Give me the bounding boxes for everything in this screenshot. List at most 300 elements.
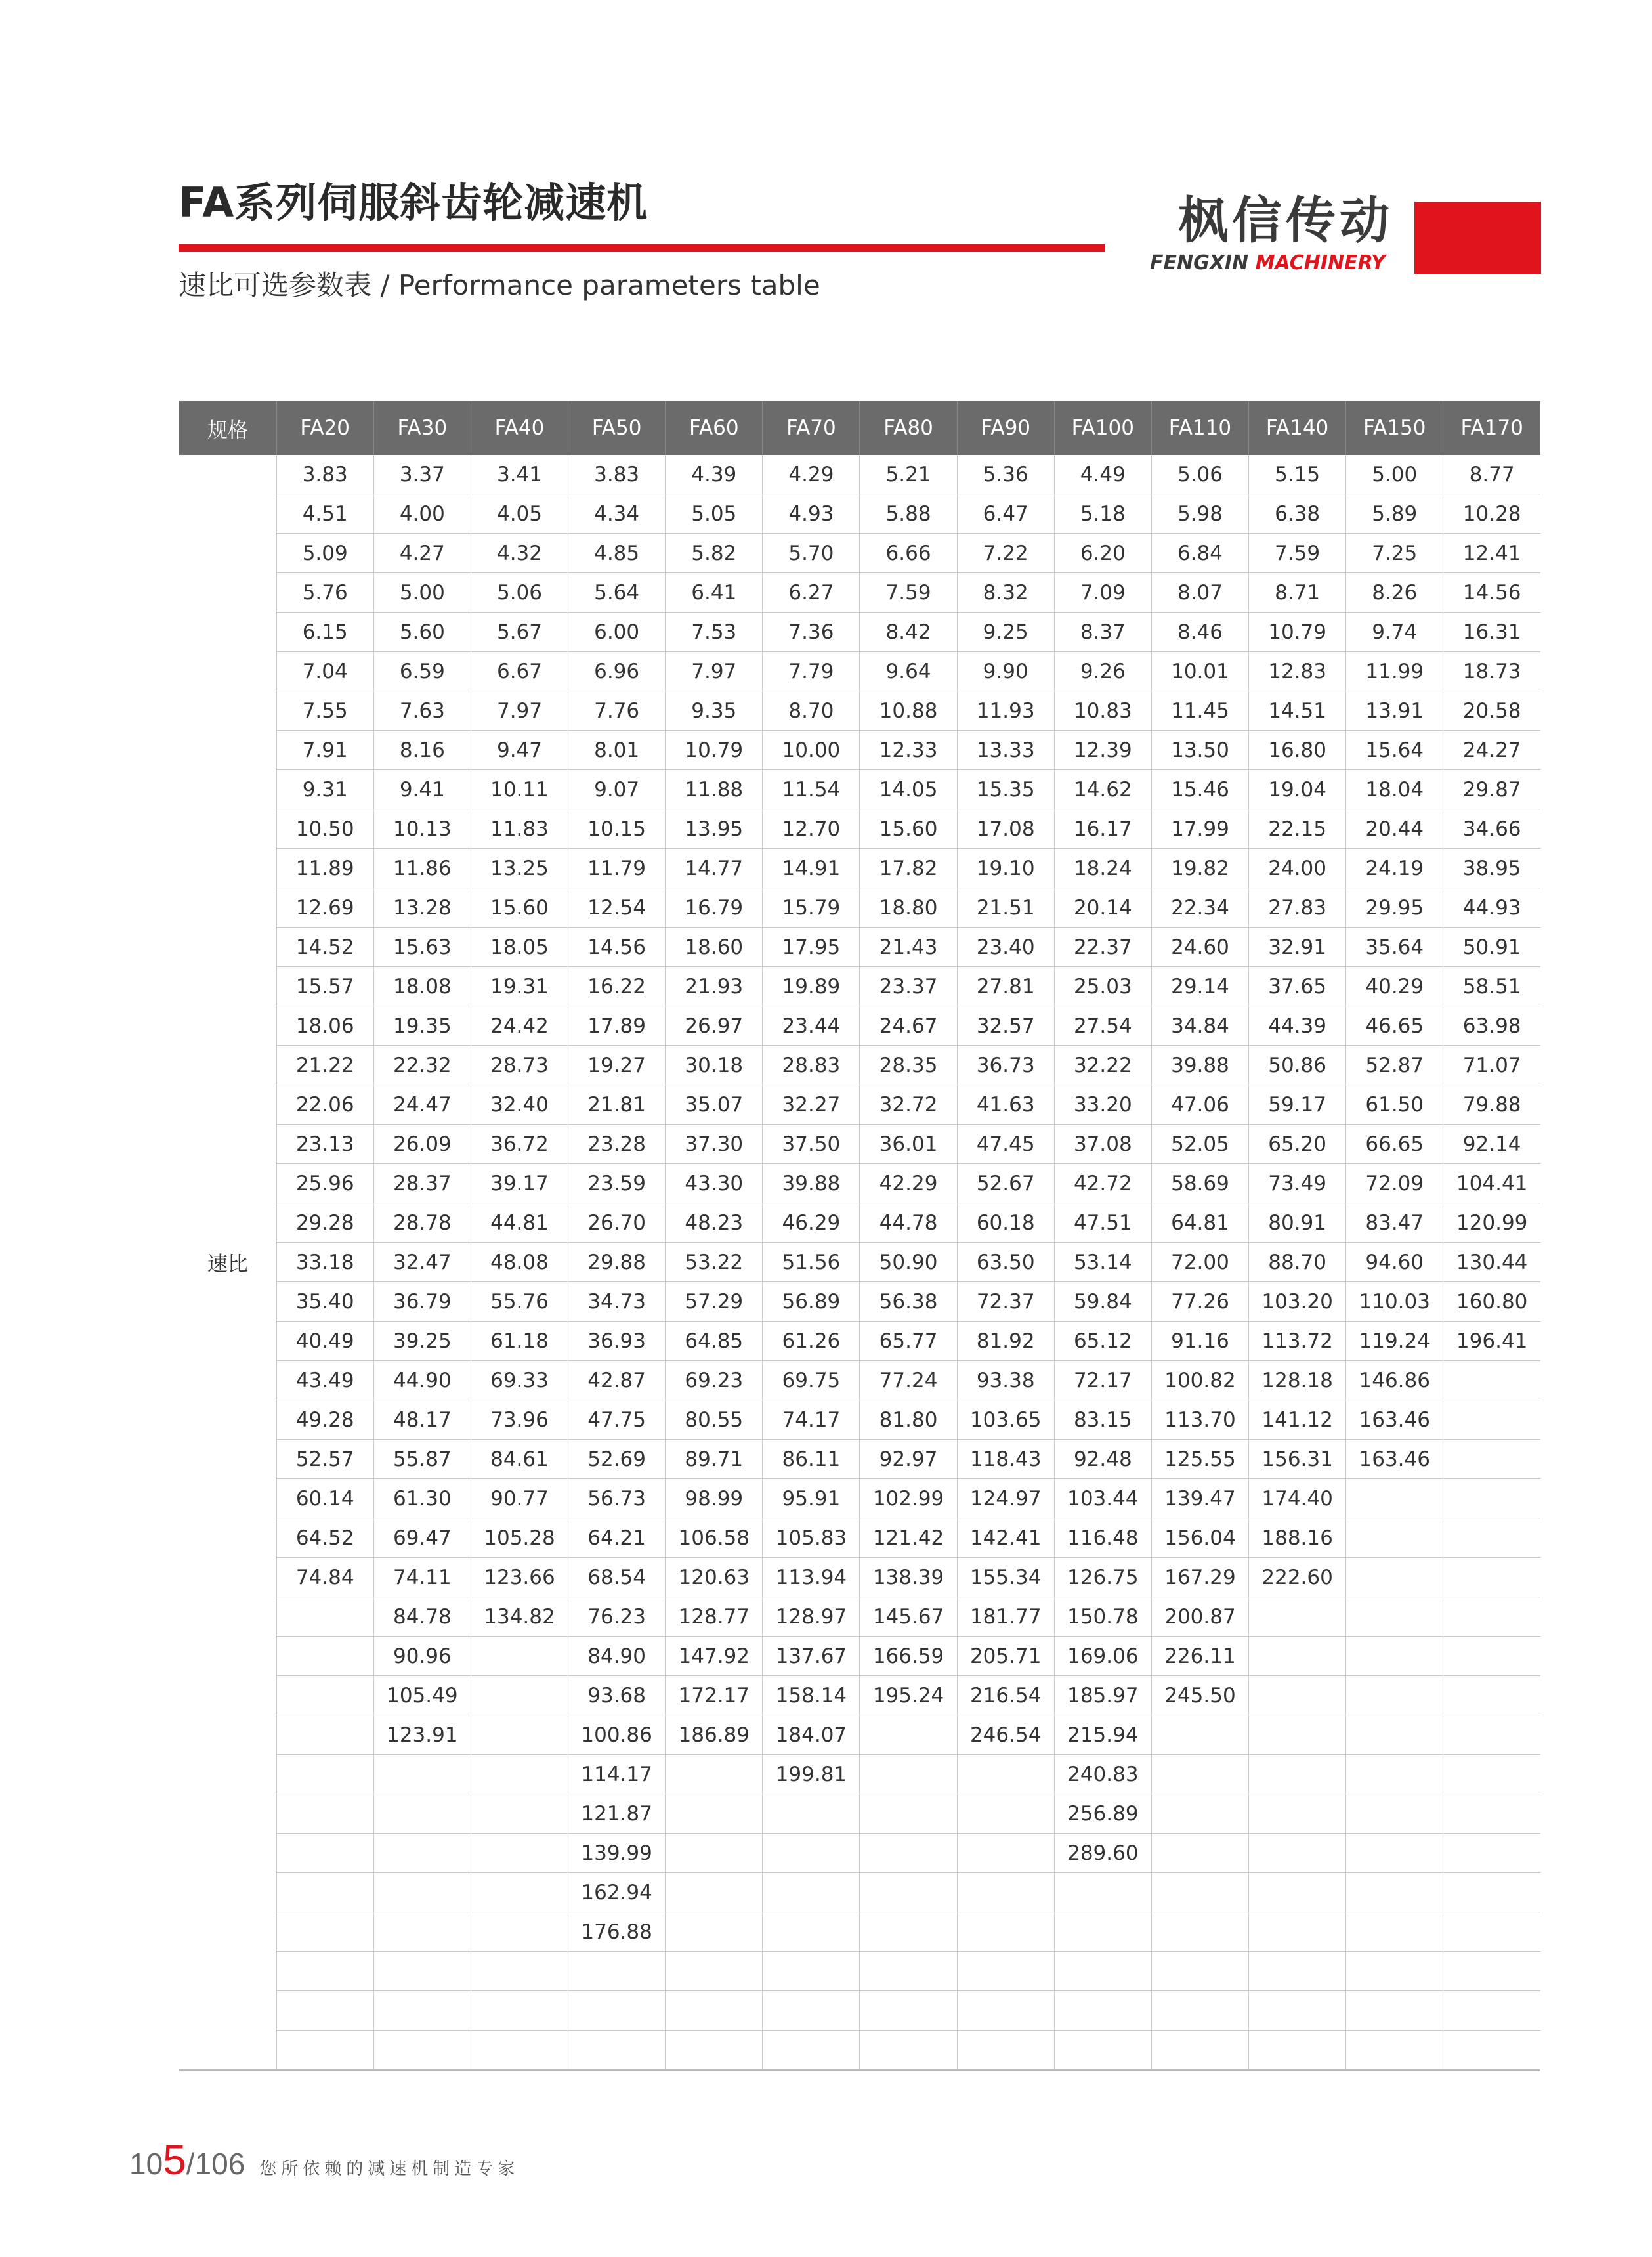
table-cell: 141.12 xyxy=(1249,1400,1346,1440)
table-cell: 44.90 xyxy=(373,1361,471,1400)
table-cell: 15.64 xyxy=(1346,731,1443,770)
table-cell: 53.22 xyxy=(666,1243,763,1282)
table-row xyxy=(179,1912,1540,1952)
table-cell: 5.70 xyxy=(763,534,860,573)
table-cell xyxy=(763,1873,860,1912)
table-cell xyxy=(1443,1834,1540,1873)
table-cell: 23.59 xyxy=(568,1164,666,1203)
table-cell: 18.04 xyxy=(1346,770,1443,809)
table-cell: 52.57 xyxy=(276,1440,373,1479)
table-cell: 240.83 xyxy=(1054,1755,1151,1794)
table-cell: 142.41 xyxy=(957,1518,1054,1558)
table-cell: 23.37 xyxy=(860,967,957,1006)
table-cell: 8.37 xyxy=(1054,613,1151,652)
table-cell: 74.17 xyxy=(763,1400,860,1440)
table-cell: 6.38 xyxy=(1249,494,1346,534)
table-cell: 38.95 xyxy=(1443,849,1540,888)
table-cell: 147.92 xyxy=(666,1637,763,1676)
table-cell: 163.46 xyxy=(1346,1440,1443,1479)
table-cell: 13.95 xyxy=(666,809,763,849)
table-cell: 58.51 xyxy=(1443,967,1540,1006)
table-row xyxy=(179,1282,1540,1322)
table-cell: 36.79 xyxy=(373,1282,471,1322)
table-cell: 8.46 xyxy=(1151,613,1248,652)
table-cell xyxy=(1443,1440,1540,1479)
table-cell xyxy=(1249,1715,1346,1755)
table-cell: 46.29 xyxy=(763,1203,860,1243)
table-cell: 24.27 xyxy=(1443,731,1540,770)
table-cell: 55.76 xyxy=(471,1282,568,1322)
table-cell xyxy=(1346,1912,1443,1952)
table-cell: 92.97 xyxy=(860,1440,957,1479)
table-cell: 10.13 xyxy=(373,809,471,849)
table-cell: 40.49 xyxy=(276,1322,373,1361)
table-cell: 64.52 xyxy=(276,1518,373,1558)
table-cell: 39.88 xyxy=(1151,1046,1248,1085)
table-row xyxy=(179,1952,1540,1991)
table-cell: 19.35 xyxy=(373,1006,471,1046)
spec-header-cell: 规格 xyxy=(179,401,276,455)
table-cell xyxy=(1443,1597,1540,1637)
table-cell: 93.38 xyxy=(957,1361,1054,1400)
table-cell xyxy=(763,1991,860,2031)
table-row xyxy=(179,1676,1540,1715)
table-cell: 124.97 xyxy=(957,1479,1054,1518)
table-cell: 55.87 xyxy=(373,1440,471,1479)
table-cell: 29.28 xyxy=(276,1203,373,1243)
table-cell xyxy=(1151,2031,1248,2071)
table-cell: 176.88 xyxy=(568,1912,666,1952)
table-cell: 6.67 xyxy=(471,652,568,691)
table-cell: 6.59 xyxy=(373,652,471,691)
table-cell: 200.87 xyxy=(1151,1597,1248,1637)
table-row xyxy=(179,1006,1540,1046)
table-cell: 51.56 xyxy=(763,1243,860,1282)
table-cell: 63.98 xyxy=(1443,1006,1540,1046)
table-cell xyxy=(373,1912,471,1952)
table-cell xyxy=(957,1991,1054,2031)
table-cell: 13.33 xyxy=(957,731,1054,770)
table-cell: 120.63 xyxy=(666,1558,763,1597)
table-cell xyxy=(1443,1479,1540,1518)
table-row xyxy=(179,1203,1540,1243)
table-cell: 4.49 xyxy=(1054,455,1151,494)
table-row xyxy=(179,1637,1540,1676)
table-cell: 12.54 xyxy=(568,888,666,928)
table-cell: 5.06 xyxy=(471,573,568,613)
table-cell: 24.67 xyxy=(860,1006,957,1046)
column-header-fa150: FA150 xyxy=(1346,401,1443,455)
table-cell: 83.47 xyxy=(1346,1203,1443,1243)
table-cell: 150.78 xyxy=(1054,1597,1151,1637)
table-cell xyxy=(1054,1991,1151,2031)
table-cell: 92.14 xyxy=(1443,1125,1540,1164)
table-cell: 66.65 xyxy=(1346,1125,1443,1164)
table-cell: 6.27 xyxy=(763,573,860,613)
table-cell: 21.51 xyxy=(957,888,1054,928)
table-cell: 81.80 xyxy=(860,1400,957,1440)
table-row xyxy=(179,1164,1540,1203)
table-cell: 39.25 xyxy=(373,1322,471,1361)
table-cell xyxy=(1443,1400,1540,1440)
table-cell: 18.73 xyxy=(1443,652,1540,691)
table-cell xyxy=(1249,1873,1346,1912)
table-cell: 4.05 xyxy=(471,494,568,534)
table-cell: 43.49 xyxy=(276,1361,373,1400)
table-cell xyxy=(1443,1637,1540,1676)
table-cell xyxy=(471,1912,568,1952)
table-cell xyxy=(1346,1873,1443,1912)
table-cell: 11.93 xyxy=(957,691,1054,731)
table-cell: 14.91 xyxy=(763,849,860,888)
table-cell: 27.54 xyxy=(1054,1006,1151,1046)
table-cell: 18.80 xyxy=(860,888,957,928)
table-cell: 73.49 xyxy=(1249,1164,1346,1203)
table-cell xyxy=(276,1873,373,1912)
table-cell: 44.93 xyxy=(1443,888,1540,928)
table-cell: 50.86 xyxy=(1249,1046,1346,1085)
table-cell: 9.31 xyxy=(276,770,373,809)
table-cell xyxy=(666,1952,763,1991)
table-cell xyxy=(1346,1479,1443,1518)
table-cell xyxy=(957,1952,1054,1991)
table-cell: 44.81 xyxy=(471,1203,568,1243)
table-cell xyxy=(568,1952,666,1991)
table-cell: 47.45 xyxy=(957,1125,1054,1164)
table-cell xyxy=(373,1952,471,1991)
table-cell: 65.20 xyxy=(1249,1125,1346,1164)
page-footer xyxy=(129,2136,520,2183)
table-cell: 13.25 xyxy=(471,849,568,888)
table-cell: 22.34 xyxy=(1151,888,1248,928)
table-cell: 74.11 xyxy=(373,1558,471,1597)
table-cell xyxy=(1443,1952,1540,1991)
table-cell xyxy=(276,1597,373,1637)
table-cell: 102.99 xyxy=(860,1479,957,1518)
table-cell: 22.37 xyxy=(1054,928,1151,967)
table-cell: 5.00 xyxy=(373,573,471,613)
table-cell xyxy=(1346,1755,1443,1794)
table-cell: 84.78 xyxy=(373,1597,471,1637)
brand-en-part-1: FENGXIN xyxy=(1150,251,1249,274)
table-row xyxy=(179,1479,1540,1518)
table-cell: 47.06 xyxy=(1151,1085,1248,1125)
table-cell: 128.97 xyxy=(763,1597,860,1637)
table-cell: 79.88 xyxy=(1443,1085,1540,1125)
table-cell: 21.43 xyxy=(860,928,957,967)
table-cell: 4.34 xyxy=(568,494,666,534)
column-header-fa100: FA100 xyxy=(1054,401,1151,455)
table-cell: 215.94 xyxy=(1054,1715,1151,1755)
table-cell: 17.89 xyxy=(568,1006,666,1046)
table-row xyxy=(179,1597,1540,1637)
table-cell: 5.64 xyxy=(568,573,666,613)
table-cell: 116.48 xyxy=(1054,1518,1151,1558)
table-cell: 10.11 xyxy=(471,770,568,809)
table-cell: 32.22 xyxy=(1054,1046,1151,1085)
brand-name-en xyxy=(1150,253,1386,273)
table-cell xyxy=(666,1755,763,1794)
column-header-fa90: FA90 xyxy=(957,401,1054,455)
table-cell: 32.57 xyxy=(957,1006,1054,1046)
table-cell: 14.62 xyxy=(1054,770,1151,809)
table-cell: 72.00 xyxy=(1151,1243,1248,1282)
table-cell: 8.77 xyxy=(1443,455,1540,494)
table-cell: 16.80 xyxy=(1249,731,1346,770)
table-cell xyxy=(1443,1518,1540,1558)
table-cell: 19.89 xyxy=(763,967,860,1006)
table-cell xyxy=(1151,1834,1248,1873)
table-cell: 186.89 xyxy=(666,1715,763,1755)
table-cell xyxy=(1346,1834,1443,1873)
table-cell: 10.15 xyxy=(568,809,666,849)
table-cell xyxy=(1346,1952,1443,1991)
table-cell: 8.70 xyxy=(763,691,860,731)
table-cell: 36.01 xyxy=(860,1125,957,1164)
table-cell xyxy=(1151,1794,1248,1834)
table-cell: 64.85 xyxy=(666,1322,763,1361)
table-cell: 10.00 xyxy=(763,731,860,770)
table-cell xyxy=(1151,1991,1248,2031)
table-header-row xyxy=(179,401,1540,455)
table-cell: 10.79 xyxy=(1249,613,1346,652)
table-cell: 7.91 xyxy=(276,731,373,770)
table-cell: 13.50 xyxy=(1151,731,1248,770)
table-cell: 37.65 xyxy=(1249,967,1346,1006)
table-cell: 29.87 xyxy=(1443,770,1540,809)
table-cell: 6.41 xyxy=(666,573,763,613)
table-cell: 12.39 xyxy=(1054,731,1151,770)
table-cell: 61.50 xyxy=(1346,1085,1443,1125)
table-cell: 28.78 xyxy=(373,1203,471,1243)
column-header-fa50: FA50 xyxy=(568,401,666,455)
table-cell xyxy=(1443,1755,1540,1794)
table-cell xyxy=(1346,1794,1443,1834)
table-row xyxy=(179,888,1540,928)
table-cell xyxy=(1054,2031,1151,2071)
table-cell: 7.53 xyxy=(666,613,763,652)
table-cell: 15.63 xyxy=(373,928,471,967)
table-cell xyxy=(1443,1558,1540,1597)
table-cell xyxy=(860,2031,957,2071)
table-row xyxy=(179,1834,1540,1873)
table-cell: 63.50 xyxy=(957,1243,1054,1282)
table-cell: 7.04 xyxy=(276,652,373,691)
table-cell: 5.82 xyxy=(666,534,763,573)
table-cell: 50.91 xyxy=(1443,928,1540,967)
table-cell: 15.60 xyxy=(471,888,568,928)
table-cell: 8.26 xyxy=(1346,573,1443,613)
table-cell: 10.88 xyxy=(860,691,957,731)
table-cell: 205.71 xyxy=(957,1637,1054,1676)
table-cell xyxy=(1249,1794,1346,1834)
table-cell: 9.74 xyxy=(1346,613,1443,652)
table-cell: 35.07 xyxy=(666,1085,763,1125)
table-cell: 21.81 xyxy=(568,1085,666,1125)
table-cell: 8.16 xyxy=(373,731,471,770)
table-row xyxy=(179,731,1540,770)
table-cell: 32.27 xyxy=(763,1085,860,1125)
table-cell: 89.71 xyxy=(666,1440,763,1479)
table-cell xyxy=(1443,1361,1540,1400)
table-cell: 16.17 xyxy=(1054,809,1151,849)
table-cell: 113.72 xyxy=(1249,1322,1346,1361)
table-cell: 61.26 xyxy=(763,1322,860,1361)
table-cell: 74.84 xyxy=(276,1558,373,1597)
table-cell xyxy=(276,1755,373,1794)
table-cell: 24.47 xyxy=(373,1085,471,1125)
table-cell: 289.60 xyxy=(1054,1834,1151,1873)
table-cell: 167.29 xyxy=(1151,1558,1248,1597)
table-cell: 32.91 xyxy=(1249,928,1346,967)
table-cell: 172.17 xyxy=(666,1676,763,1715)
table-cell: 12.70 xyxy=(763,809,860,849)
table-cell: 19.82 xyxy=(1151,849,1248,888)
table-cell: 195.24 xyxy=(860,1676,957,1715)
table-cell: 25.03 xyxy=(1054,967,1151,1006)
table-row xyxy=(179,573,1540,613)
table-row xyxy=(179,613,1540,652)
table-cell xyxy=(666,1794,763,1834)
table-cell: 20.14 xyxy=(1054,888,1151,928)
table-cell: 57.29 xyxy=(666,1282,763,1322)
table-cell: 166.59 xyxy=(860,1637,957,1676)
table-cell: 9.25 xyxy=(957,613,1054,652)
table-cell: 10.79 xyxy=(666,731,763,770)
table-cell: 15.46 xyxy=(1151,770,1248,809)
table-cell: 56.89 xyxy=(763,1282,860,1322)
table-cell: 105.49 xyxy=(373,1676,471,1715)
table-cell xyxy=(763,2031,860,2071)
table-cell: 48.08 xyxy=(471,1243,568,1282)
table-cell: 65.77 xyxy=(860,1322,957,1361)
table-cell: 26.09 xyxy=(373,1125,471,1164)
table-cell xyxy=(1249,1912,1346,1952)
table-cell: 134.82 xyxy=(471,1597,568,1637)
table-cell: 14.52 xyxy=(276,928,373,967)
page-title: FA系列伺服斜齿轮减速机 xyxy=(179,179,648,226)
table-cell xyxy=(1443,1794,1540,1834)
table-cell: 33.20 xyxy=(1054,1085,1151,1125)
table-cell: 47.51 xyxy=(1054,1203,1151,1243)
table-cell xyxy=(276,1834,373,1873)
table-cell: 6.84 xyxy=(1151,534,1248,573)
table-cell xyxy=(471,1794,568,1834)
table-cell: 32.72 xyxy=(860,1085,957,1125)
table-cell xyxy=(1346,2031,1443,2071)
table-cell xyxy=(763,1952,860,1991)
table-cell: 44.39 xyxy=(1249,1006,1346,1046)
table-cell xyxy=(373,1873,471,1912)
table-cell: 93.68 xyxy=(568,1676,666,1715)
table-cell: 46.65 xyxy=(1346,1006,1443,1046)
table-cell: 94.60 xyxy=(1346,1243,1443,1282)
table-cell: 5.00 xyxy=(1346,455,1443,494)
table-cell: 24.42 xyxy=(471,1006,568,1046)
table-cell xyxy=(860,1912,957,1952)
table-cell: 9.41 xyxy=(373,770,471,809)
table-cell: 5.98 xyxy=(1151,494,1248,534)
table-cell xyxy=(860,1952,957,1991)
table-cell: 48.23 xyxy=(666,1203,763,1243)
table-cell: 123.66 xyxy=(471,1558,568,1597)
table-cell xyxy=(1443,1912,1540,1952)
table-cell: 7.36 xyxy=(763,613,860,652)
brand-red-block xyxy=(1414,202,1541,274)
table-row xyxy=(179,1322,1540,1361)
table-cell: 8.42 xyxy=(860,613,957,652)
table-cell: 5.67 xyxy=(471,613,568,652)
table-cell xyxy=(763,1794,860,1834)
table-cell: 72.09 xyxy=(1346,1164,1443,1203)
table-cell: 10.50 xyxy=(276,809,373,849)
table-row xyxy=(179,1518,1540,1558)
table-cell: 21.22 xyxy=(276,1046,373,1085)
table-cell: 95.91 xyxy=(763,1479,860,1518)
table-cell xyxy=(860,1794,957,1834)
table-cell: 139.99 xyxy=(568,1834,666,1873)
table-cell: 3.37 xyxy=(373,455,471,494)
table-cell: 83.15 xyxy=(1054,1400,1151,1440)
table-cell: 9.35 xyxy=(666,691,763,731)
table-cell: 52.69 xyxy=(568,1440,666,1479)
table-row xyxy=(179,1558,1540,1597)
table-cell: 80.55 xyxy=(666,1400,763,1440)
table-cell: 7.97 xyxy=(666,652,763,691)
table-cell: 123.91 xyxy=(373,1715,471,1755)
table-cell: 169.06 xyxy=(1054,1637,1151,1676)
table-cell xyxy=(471,1637,568,1676)
table-cell: 7.76 xyxy=(568,691,666,731)
table-cell: 4.29 xyxy=(763,455,860,494)
table-cell: 4.00 xyxy=(373,494,471,534)
table-cell: 43.30 xyxy=(666,1164,763,1203)
table-cell xyxy=(471,1834,568,1873)
table-cell: 113.94 xyxy=(763,1558,860,1597)
table-cell: 8.07 xyxy=(1151,573,1248,613)
table-cell: 246.54 xyxy=(957,1715,1054,1755)
table-cell xyxy=(763,1912,860,1952)
table-cell: 103.20 xyxy=(1249,1282,1346,1322)
table-cell: 73.96 xyxy=(471,1400,568,1440)
table-cell: 145.67 xyxy=(860,1597,957,1637)
table-row xyxy=(179,1991,1540,2031)
table-cell xyxy=(1249,1597,1346,1637)
table-row xyxy=(179,770,1540,809)
table-cell: 64.21 xyxy=(568,1518,666,1558)
table-cell: 47.75 xyxy=(568,1400,666,1440)
table-cell xyxy=(1443,1676,1540,1715)
table-cell: 86.11 xyxy=(763,1440,860,1479)
table-cell xyxy=(860,1834,957,1873)
table-row xyxy=(179,1085,1540,1125)
table-cell xyxy=(1151,1873,1248,1912)
table-cell: 100.82 xyxy=(1151,1361,1248,1400)
table-cell: 4.85 xyxy=(568,534,666,573)
table-row xyxy=(179,652,1540,691)
table-row xyxy=(179,967,1540,1006)
table-cell xyxy=(373,1991,471,2031)
table-cell: 17.95 xyxy=(763,928,860,967)
table-cell: 80.91 xyxy=(1249,1203,1346,1243)
table-row xyxy=(179,691,1540,731)
table-cell: 22.06 xyxy=(276,1085,373,1125)
table-cell: 105.83 xyxy=(763,1518,860,1558)
table-cell: 185.97 xyxy=(1054,1676,1151,1715)
table-cell: 174.40 xyxy=(1249,1479,1346,1518)
table-cell: 28.83 xyxy=(763,1046,860,1085)
table-cell: 8.32 xyxy=(957,573,1054,613)
